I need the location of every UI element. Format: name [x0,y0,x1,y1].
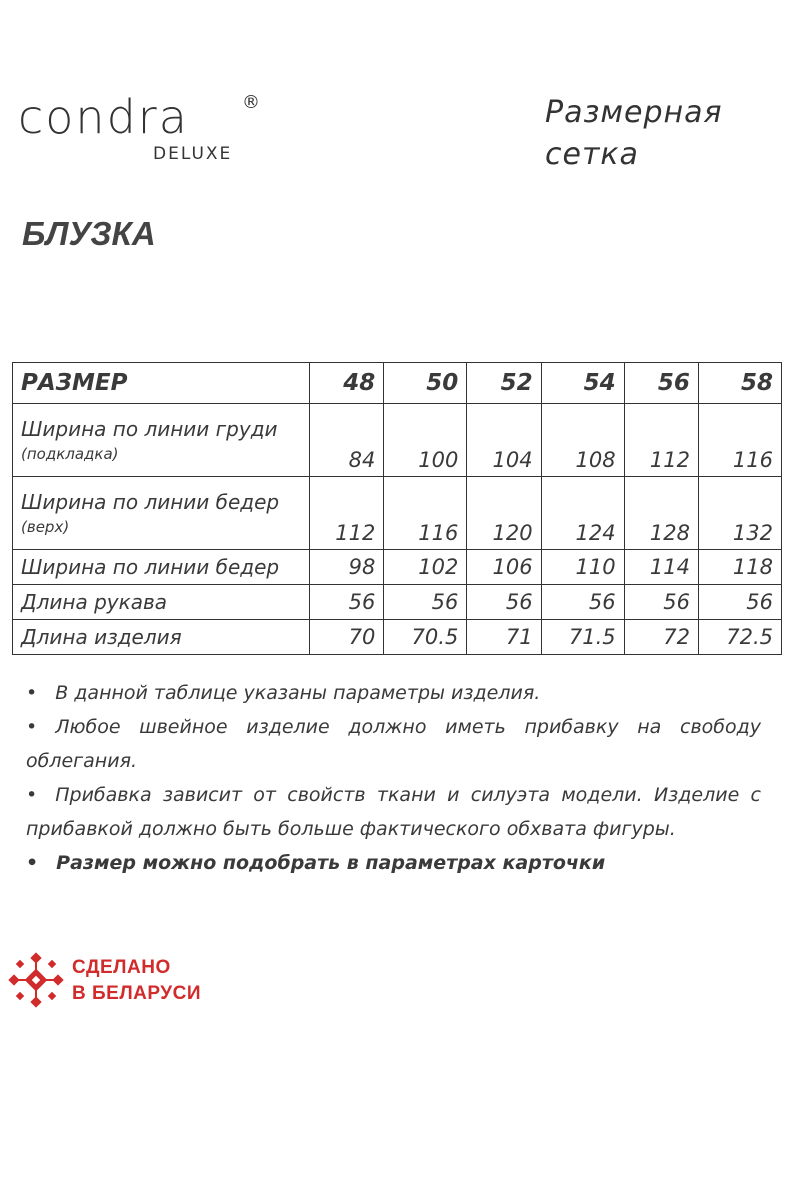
list-item [26,710,761,778]
table-cell: 124 [541,477,624,550]
made-in-text [72,955,201,1007]
table-cell: 108 [541,404,624,477]
table-cell: 114 [624,550,698,585]
table-cell: 56 [467,585,541,620]
table-cell: 70 [310,620,384,655]
table-cell: 128 [624,477,698,550]
table-cell: 84 [310,404,384,477]
table-cell: 106 [467,550,541,585]
table-cell: 132 [698,477,781,550]
row-label-sub: (верх) [21,518,70,536]
table-cell: 71 [467,620,541,655]
document-title-line-2: сетка [545,137,639,172]
ornament-icon [8,952,64,1008]
product-name: БЛУЗКА [22,215,156,252]
table-cell: 116 [698,404,781,477]
document-title [545,92,775,176]
made-in-line-2: В БЕЛАРУСИ [72,983,202,1004]
note-text: Любое швейное изделие должно иметь прибавку на свободу облегания. [26,716,761,772]
table-cell: 72 [624,620,698,655]
header-size-58: 58 [698,363,781,404]
table-cell: 112 [310,477,384,550]
document-title-line-1: Размерная [545,95,723,130]
header-size-50: 50 [384,363,467,404]
table-cell: 98 [310,550,384,585]
table-cell: 56 [384,585,467,620]
header-size-48: 48 [310,363,384,404]
bullet-icon: • [26,784,38,806]
note-text: В данной таблице указаны параметры изделия. [55,682,541,704]
table-cell: 120 [467,477,541,550]
table-cell: 116 [384,477,467,550]
table-row [13,585,782,620]
row-label [13,404,310,477]
row-label-sub: (подкладка) [21,445,119,463]
table-row [13,620,782,655]
bullet-icon: • [26,716,38,738]
table-header-row [13,363,782,404]
table-cell: 56 [541,585,624,620]
table-cell: 56 [698,585,781,620]
brand-name: condra [18,90,189,144]
table-cell: 56 [310,585,384,620]
table-cell: 70.5 [384,620,467,655]
brand-logo [18,90,268,164]
notes-list [26,676,761,880]
header-size: РАЗМЕР [13,363,310,404]
brand-line: DELUXE [153,144,233,164]
note-text: Размер можно подобрать в параметрах карточки [56,852,606,874]
table-cell: 71.5 [541,620,624,655]
list-item [26,846,761,880]
table-row [13,477,782,550]
row-label [13,477,310,550]
made-in-line-1: СДЕЛАНО [72,957,171,978]
header-size-56: 56 [624,363,698,404]
row-label-main: Ширина по линии груди [21,417,278,441]
table-row [13,404,782,477]
header-size-52: 52 [467,363,541,404]
made-in-belarus-badge [8,950,208,1010]
table-row [13,550,782,585]
table-cell: 102 [384,550,467,585]
row-label: Ширина по линии бедер [13,550,310,585]
registered-mark: ® [242,92,260,113]
table-cell: 112 [624,404,698,477]
row-label: Длина изделия [13,620,310,655]
size-table [12,362,782,655]
table-cell: 56 [624,585,698,620]
bullet-icon: • [26,682,38,704]
row-label: Длина рукава [13,585,310,620]
list-item [26,778,761,846]
table-cell: 72.5 [698,620,781,655]
table-cell: 110 [541,550,624,585]
list-item [26,676,761,710]
bullet-icon: • [26,852,39,874]
header-size-54: 54 [541,363,624,404]
row-label-main: Ширина по линии бедер [21,490,280,514]
note-text: Прибавка зависит от свойств ткани и силуэта модели. Изделие с прибавкой должно быть больше фактического обхвата фигуры. [26,784,761,840]
table-cell: 118 [698,550,781,585]
table-cell: 100 [384,404,467,477]
table-cell: 104 [467,404,541,477]
